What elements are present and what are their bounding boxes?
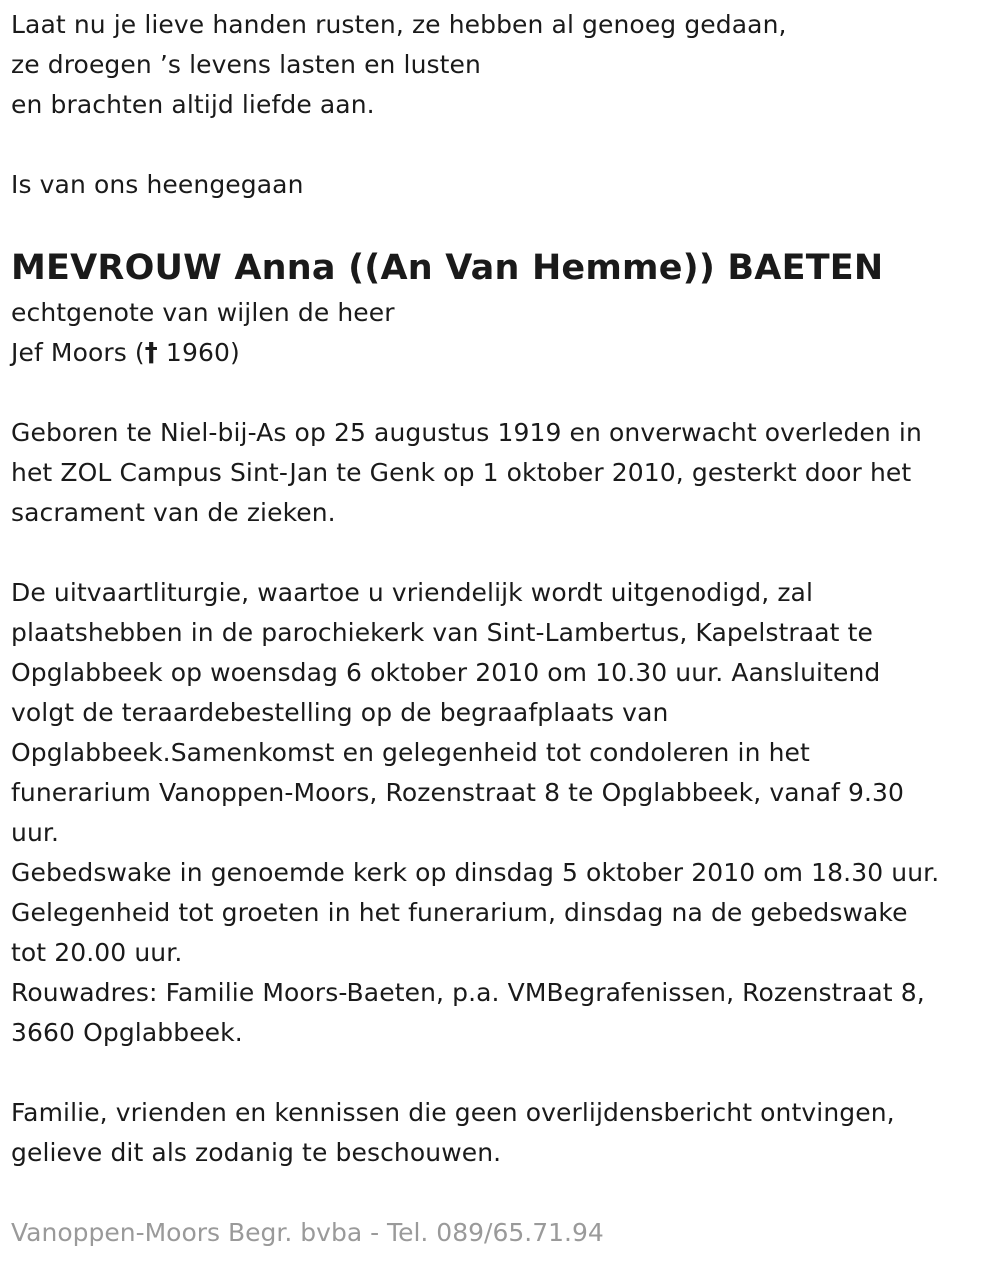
closing-line-1: Familie, vrienden en kennissen die geen overlijdensbericht ontvingen, (11, 1098, 895, 1127)
spouse-name: Jef Moors ( (11, 338, 145, 367)
spacer (11, 373, 991, 413)
spacer (11, 125, 991, 165)
birth-death-line-1: Geboren te Niel-bij-As op 25 augustus 1919 en onverwacht overleden in (11, 418, 922, 447)
ceremony-line-11: Rouwadres: Familie Moors-Baeten, p.a. VMBegrafenissen, Rozenstraat 8, (11, 978, 925, 1007)
intro-text: Is van ons heengegaan (11, 170, 304, 199)
closing-paragraph (11, 1093, 991, 1173)
ceremony-line-12: 3660 Opglabbeek. (11, 1018, 243, 1047)
funeral-home-footer: Vanoppen-Moors Begr. bvba - Tel. 089/65.71.94 (11, 1218, 604, 1247)
spacer (11, 533, 991, 573)
spouse-name-line (11, 333, 991, 373)
ceremony-line-2: plaatshebben in de parochiekerk van Sint-Lambertus, Kapelstraat te (11, 618, 873, 647)
ceremony-line-5: Opglabbeek.Samenkomst en gelegenheid tot condoleren in het (11, 738, 810, 767)
birth-death-paragraph (11, 413, 991, 533)
spouse-line: echtgenote van wijlen de heer (11, 298, 395, 327)
poem (11, 5, 991, 125)
deceased-name: MEVROUW Anna ((An Van Hemme)) BAETEN (11, 248, 884, 288)
ceremony-paragraph (11, 573, 991, 1053)
ceremony-line-7: uur. (11, 818, 60, 847)
spouse-death-year: 1960) (157, 338, 240, 367)
ceremony-line-3: Opglabbeek op woensdag 6 oktober 2010 om 10.30 uur. Aansluitend (11, 658, 881, 687)
ceremony-line-10: tot 20.00 uur. (11, 938, 183, 967)
spacer (11, 1053, 991, 1093)
poem-line-3: en brachten altijd liefde aan. (11, 90, 375, 119)
ceremony-line-1: De uitvaartliturgie, waartoe u vriendelijk wordt uitgenodigd, zal (11, 578, 814, 607)
ceremony-line-4: volgt de teraardebestelling op de begraafplaats van (11, 698, 669, 727)
closing-line-2: gelieve dit als zodanig te beschouwen. (11, 1138, 502, 1167)
spacer (11, 205, 991, 243)
poem-line-2: ze droegen ’s levens lasten en lusten (11, 50, 481, 79)
cross-icon: † (144, 338, 158, 368)
ceremony-line-9: Gelegenheid tot groeten in het funerarium, dinsdag na de gebedswake (11, 898, 908, 927)
ceremony-line-6: funerarium Vanoppen-Moors, Rozenstraat 8 te Opglabbeek, vanaf 9.30 (11, 778, 905, 807)
poem-line-1: Laat nu je lieve handen rusten, ze hebben al genoeg gedaan, (11, 10, 787, 39)
ceremony-line-8: Gebedswake in genoemde kerk op dinsdag 5 oktober 2010 om 18.30 uur. (11, 858, 940, 887)
obituary-notice (11, 5, 991, 1173)
birth-death-line-3: sacrament van de zieken. (11, 498, 336, 527)
birth-death-line-2: het ZOL Campus Sint-Jan te Genk op 1 oktober 2010, gesterkt door het (11, 458, 912, 487)
